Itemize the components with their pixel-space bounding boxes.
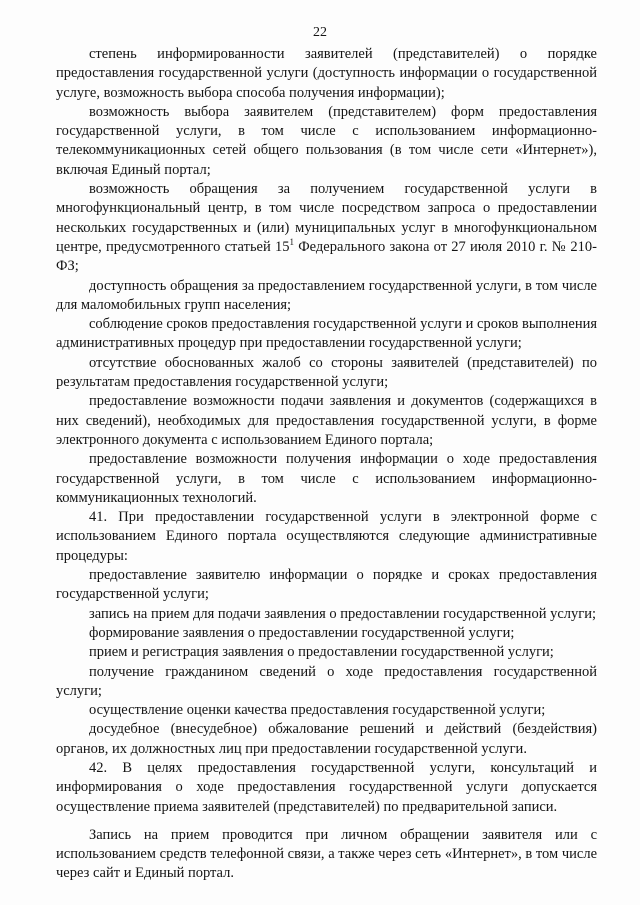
document-body bbox=[56, 45, 597, 884]
paragraph-procedure-appeal: досудебное (внесудебное) обжалование решений и действий (бездействия) органов, их должностных лиц при предоставлении государственной услуги. bbox=[56, 721, 597, 757]
paragraph-procedure-registration: прием и регистрация заявления о предоставлении государственной услуги; bbox=[89, 644, 554, 661]
paragraph-progress-info: предоставление возможности получения информации о ходе предоставления государственной услуги, в том числе с использованием информационно-коммуникационных технологий. bbox=[56, 451, 597, 506]
paragraph-accessibility: доступность обращения за предоставлением государственной услуги, в том числе для маломобильных групп населения; bbox=[56, 277, 597, 313]
paragraph-mfc-access-text: возможность обращения за получением государственной услуги в многофункциональный центр, в том числе посредством запроса о предоставлении нескольких государственных и (или) муниципальных услуг в многофункциональном центре, предусмотренного статьей 15 bbox=[56, 181, 597, 255]
paragraph-procedure-information: предоставление заявителю информации о порядке и сроках предоставления государственной услуги; bbox=[56, 567, 597, 603]
page-number: 22 bbox=[313, 25, 327, 40]
paragraph-clause-41: 41. При предоставлении государственной услуги в электронной форме с использованием Единого портала осуществляются следующие административные процедуры: bbox=[56, 509, 597, 564]
paragraph-electronic-submission: предоставление возможности подачи заявления и документов (содержащихся в них сведений), необходимых для предоставления государственной услуги, в форме электронного документа с использованием Единого портала; bbox=[56, 393, 597, 448]
paragraph-deadlines: соблюдение сроков предоставления государственной услуги и сроков выполнения административных процедур при предоставлении государственной услуги; bbox=[56, 316, 598, 352]
paragraph-mfc-access bbox=[56, 180, 597, 276]
paragraph-choice-of-form: возможность выбора заявителем (представителем) форм предоставления государственной услуги, в том числе с использованием информационно-телекоммуникационных сетей общего пользования (в том числе сети «Интернет»), включая Единый портал; bbox=[56, 103, 597, 178]
paragraph-no-complaints: отсутствие обоснованных жалоб со стороны заявителей (представителей) по результатам предоставления государственной услуги; bbox=[56, 354, 597, 391]
paragraph-mfc-access-law: Федерального закона от 27 июля 2010 г. № 210-ФЗ; bbox=[56, 238, 598, 275]
paragraph-clause-42: 42. В целях предоставления государственной услуги, консультаций и информирования о ходе предоставления государственной услуги допускается осуществление приема заявителей (представителей) по предварительной записи. bbox=[56, 759, 597, 815]
paragraph-appointment-methods: Запись на прием проводится при личном обращении заявителя или с использованием средств телефонной связи, а также через сеть «Интернет», в том числе через сайт и Единый портал. bbox=[56, 826, 597, 882]
paragraph-procedure-quality: осуществление оценки качества предоставления государственной услуги; bbox=[89, 702, 546, 719]
paragraph-procedure-status: получение гражданином сведений о ходе предоставления государственной услуги; bbox=[56, 663, 597, 699]
paragraph-procedure-application: формирование заявления о предоставлении государственной услуги; bbox=[89, 624, 515, 641]
article-superscript: 1 bbox=[289, 236, 294, 247]
paragraph-informedness: степень информированности заявителей (представителей) о порядке предоставления государственной услуги (доступность информации о государственной услуге, возможность выбора способа получения информации); bbox=[56, 46, 597, 101]
paragraph-procedure-appointment: запись на прием для подачи заявления о предоставлении государственной услуги; bbox=[89, 605, 596, 622]
